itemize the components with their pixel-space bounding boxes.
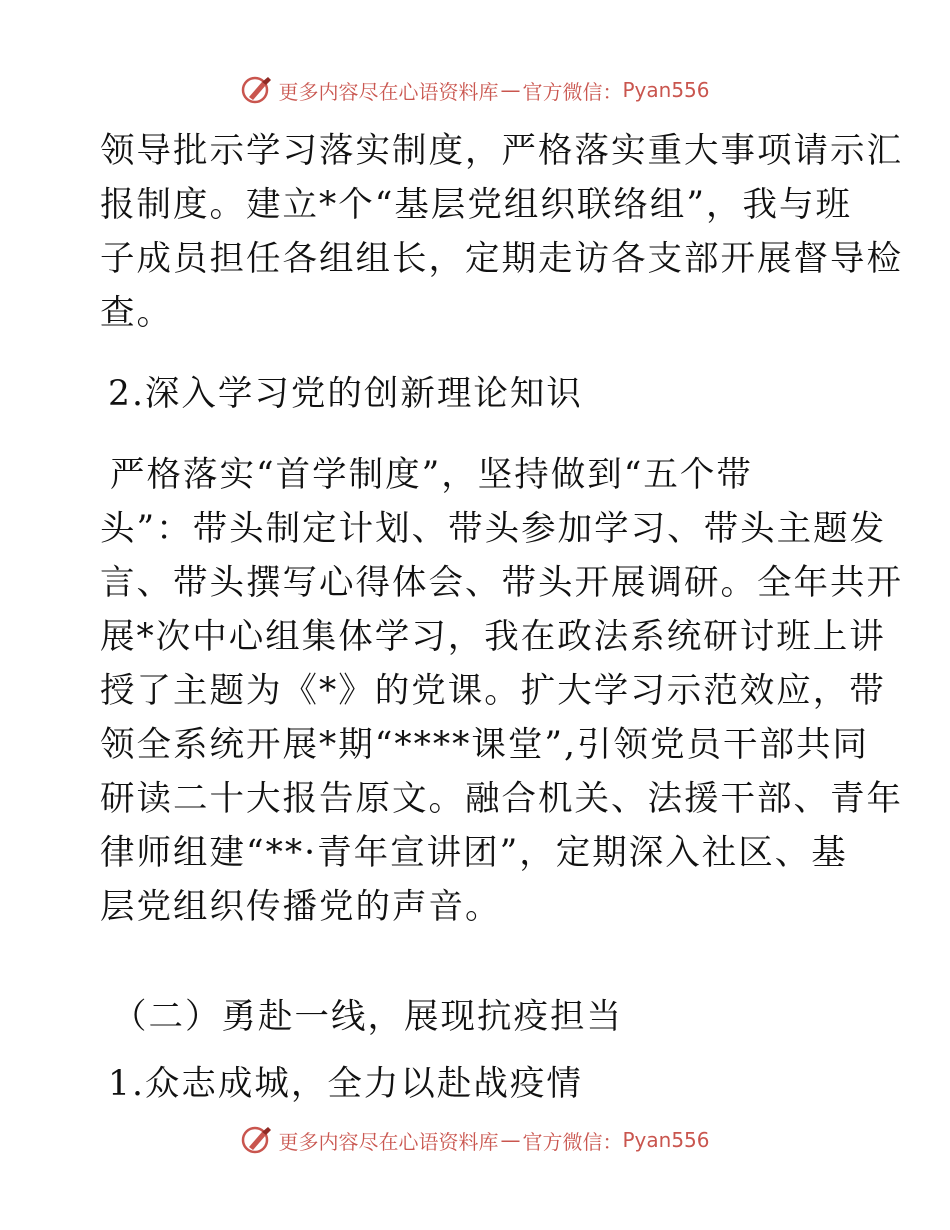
text-line: 层党组织传播党的声音。: [100, 887, 502, 927]
text-line: 报制度。建立*个“基层党组织联络组”，我与班: [100, 185, 853, 225]
text-line: 查。: [100, 293, 173, 333]
watermark-label: 官方微信：: [522, 1129, 623, 1154]
watermark-header: [0, 70, 950, 110]
text-line: 子成员担任各组组长，定期走访各支部开展督导检: [100, 239, 903, 279]
watermark-separator: —: [500, 1128, 521, 1152]
text-line: 授了主题为《*》的党课。扩大学习示范效应，带: [100, 671, 886, 711]
paragraph-1: [100, 124, 903, 340]
text-line: 领全系统开展*期“****课堂”,引领党员干部共同: [100, 725, 869, 765]
text-line: 律师组建“**·青年宣讲团”，定期深入社区、基: [100, 833, 848, 873]
watermark-footer: [0, 1120, 950, 1160]
watermark-site-text: 更多内容尽在心语资料库: [278, 79, 499, 104]
section-heading-1: 1.众志成城，全力以赴战疫情: [108, 1064, 583, 1104]
watermark-account: Pyan556: [622, 78, 710, 102]
paragraph-2: [100, 448, 903, 934]
pen-nib-logo-icon: [240, 73, 274, 107]
text-line: 头”：带头制定计划、带头参加学习、带头主题发: [100, 509, 887, 549]
watermark-site-text: 更多内容尽在心语资料库: [278, 1129, 499, 1154]
watermark-label: 官方微信：: [522, 79, 623, 104]
watermark-account: Pyan556: [622, 1128, 710, 1152]
text-line: 领导批示学习落实制度，严格落实重大事项请示汇: [100, 131, 903, 171]
section-heading-2: 2.深入学习党的创新理论知识: [108, 374, 583, 414]
text-line: 严格落实“首学制度”，坚持做到“五个带: [110, 455, 753, 495]
text-line: 言、带头撰写心得体会、带头开展调研。全年共开: [100, 563, 903, 603]
text-line: 研读二十大报告原文。融合机关、法援干部、青年: [100, 779, 903, 819]
section-heading-part-2: （二）勇赴一线，展现抗疫担当: [112, 997, 623, 1037]
watermark-separator: —: [500, 78, 521, 102]
pen-nib-logo-icon: [240, 1123, 274, 1157]
text-line: 展*次中心组集体学习，我在政法系统研讨班上讲: [100, 617, 886, 657]
